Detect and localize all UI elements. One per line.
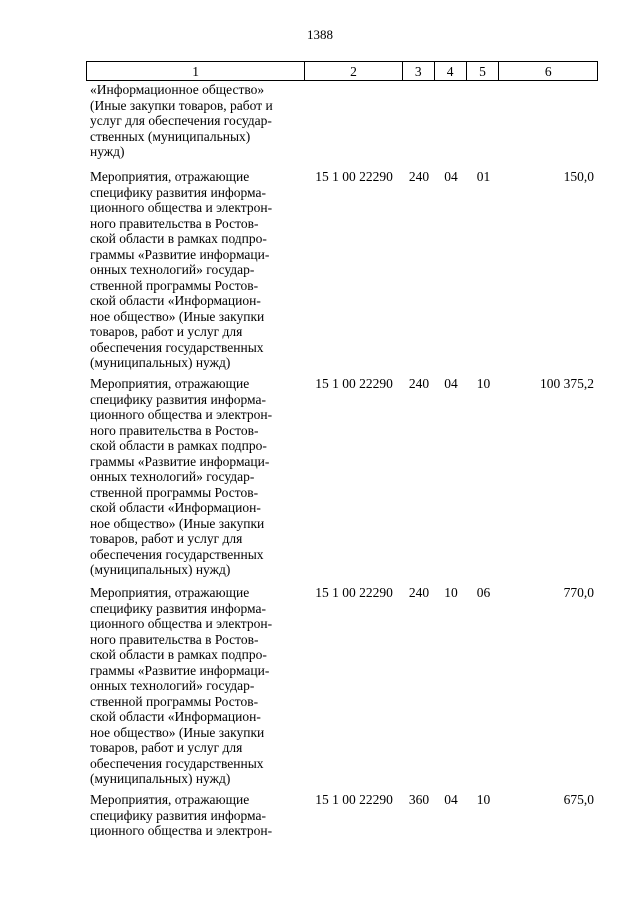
row-code: 15 1 00 22290 (315, 792, 393, 807)
row-amount: 150,0 (563, 169, 594, 184)
row-description: Мероприятия, отражающие специфику развития информа- ционного общества и электрон- ного правительства в Ростов- ской области в рамках подпро- граммы «Развитие информаци- онных технологий» государ- ственной программы Ростов- ской области «Информацион- ное общество» (Иные закупки товаров, работ и услуг для обеспечения государственных (муниципальных) нужд) (90, 585, 273, 786)
row-description: Мероприятия, отражающие специфику развития информа- ционного общества и электрон- ного правительства в Ростов- ской области в рамках подпро- граммы «Развитие информаци- онных технологий» государ- ственной программы Ростов- ской области «Информацион- ное общество» (Иные закупки товаров, работ и услуг для обеспечения государственных (муниципальных) нужд) (90, 376, 273, 577)
column-header-1: 1 (87, 62, 305, 80)
row-col3: 240 (408, 169, 430, 184)
page-number: 1388 (307, 27, 333, 42)
table-body (86, 82, 598, 839)
table-row (86, 82, 598, 169)
row-col4: 04 (444, 792, 458, 807)
row-code: 15 1 00 22290 (315, 585, 393, 600)
column-header-6: 6 (544, 64, 552, 79)
row-description: «Информационное общество» (Иные закупки товаров, работ и услуг для обеспечения государ- ственных (муниципальных) нужд) (90, 82, 273, 159)
row-col3: 360 (408, 792, 430, 807)
row-col4: 04 (444, 169, 458, 184)
row-description: Мероприятия, отражающие специфику развития информа- ционного общества и электрон- (90, 792, 273, 838)
table-row (86, 792, 598, 839)
table-row (86, 376, 598, 585)
row-col5: 10 (476, 792, 491, 807)
row-col4: 04 (444, 376, 458, 391)
row-col4: 10 (444, 585, 458, 600)
column-header-3: 3 (403, 62, 435, 80)
row-amount: 770,0 (563, 585, 594, 600)
row-col3: 240 (408, 585, 430, 600)
row-col5: 01 (476, 169, 491, 184)
table-row (86, 585, 598, 792)
table-header (86, 61, 598, 81)
row-description: Мероприятия, отражающие специфику развития информа- ционного общества и электрон- ного правительства в Ростов- ской области в рамках подпро- граммы «Развитие информаци- онных технологий» государ- ственной программы Ростов- ской области «Информацион- ное общество» (Иные закупки товаров, работ и услуг для обеспечения государственных (муниципальных) нужд) (90, 169, 273, 370)
column-header-5: 5 (467, 62, 500, 80)
table-row (86, 169, 598, 376)
row-code: 15 1 00 22290 (315, 169, 393, 184)
row-code: 15 1 00 22290 (315, 376, 393, 391)
row-col5: 10 (476, 376, 491, 391)
column-header-2: 2 (305, 62, 403, 80)
column-header-4: 4 (435, 62, 467, 80)
row-col5: 06 (476, 585, 491, 600)
row-amount: 100 375,2 (540, 376, 594, 391)
row-col3: 240 (408, 376, 430, 391)
row-amount: 675,0 (563, 792, 594, 807)
